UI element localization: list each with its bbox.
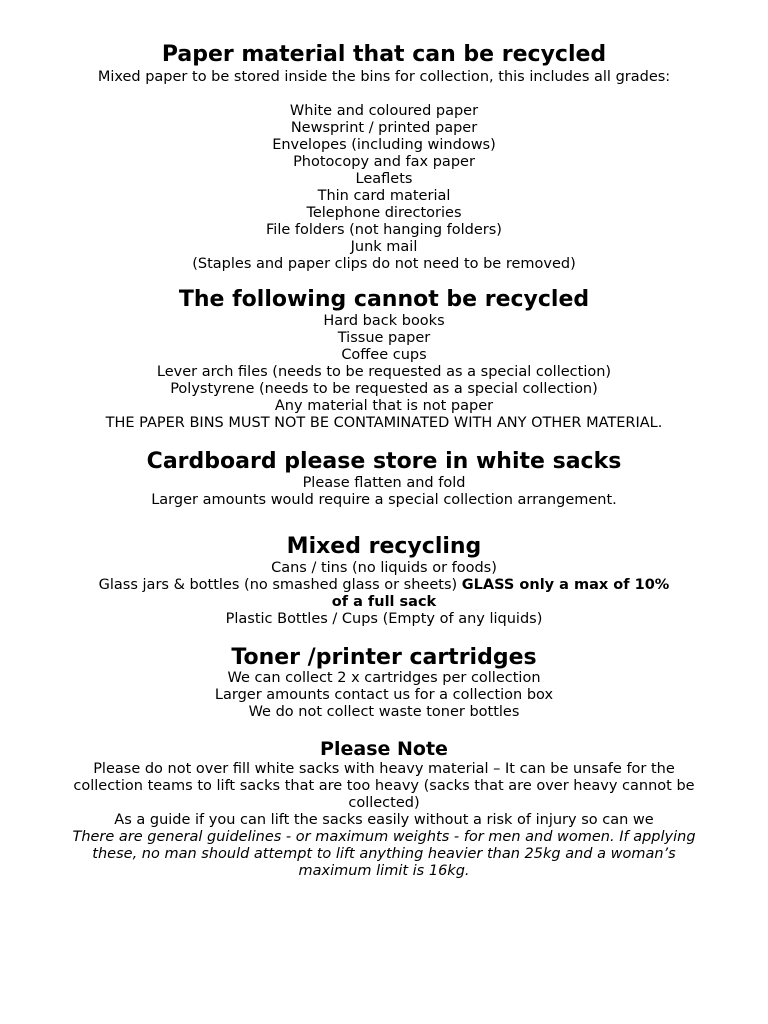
- warning-text: THE PAPER BINS MUST NOT BE CONTAMINATED WITH ANY OTHER MATERIAL.: [105, 415, 663, 431]
- list-item: Newsprint / printed paper: [290, 120, 478, 136]
- heading-please-note: Please Note: [320, 738, 448, 760]
- list-item: Leaflets: [355, 171, 413, 187]
- list-item: Tissue paper: [337, 330, 431, 346]
- list-item: Photocopy and fax paper: [293, 154, 475, 170]
- list-item: Junk mail: [350, 239, 418, 255]
- list-item: (Staples and paper clips do not need to be removed): [192, 256, 576, 272]
- list-item: Plastic Bottles / Cups (Empty of any liquids): [225, 611, 543, 627]
- glass-limit-continued: of a full sack: [331, 594, 437, 610]
- glass-text: Glass jars & bottles (no smashed glass or sheets): [98, 577, 462, 593]
- list-item: Larger amounts would require a special collection arrangement.: [151, 492, 617, 508]
- list-item: Hard back books: [323, 313, 445, 329]
- list-item: Cans / tins (no liquids or foods): [271, 560, 497, 576]
- list-item: Thin card material: [317, 188, 451, 204]
- list-item: Coffee cups: [341, 347, 427, 363]
- list-item: Telephone directories: [306, 205, 462, 221]
- heading-not-recyclable: The following cannot be recycled: [178, 287, 590, 312]
- list-item: Polystyrene (needs to be requested as a special collection): [170, 381, 598, 397]
- heading-recyclable-paper: Paper material that can be recycled: [161, 42, 607, 67]
- heading-cardboard: Cardboard please store in white sacks: [146, 449, 622, 474]
- list-item-glass: [40, 577, 728, 594]
- list-item: Any material that is not paper: [274, 398, 494, 414]
- note-line: collection teams to lift sacks that are too heavy (sacks that are over heavy cannot be: [73, 778, 695, 794]
- note-line: As a guide if you can lift the sacks easily without a risk of injury so can we: [114, 812, 654, 828]
- list-item: Please flatten and fold: [302, 475, 466, 491]
- heading-mixed-recycling: Mixed recycling: [286, 534, 482, 559]
- note-line: collected): [348, 795, 420, 811]
- list-item: We can collect 2 x cartridges per collection: [227, 670, 541, 686]
- note-italic-line: these, no man should attempt to lift anything heavier than 25kg and a woman’s: [92, 846, 676, 862]
- note-line: Please do not over fill white sacks with heavy material – It can be unsafe for the: [93, 761, 675, 777]
- heading-toner: Toner /printer cartridges: [231, 645, 537, 670]
- list-item: We do not collect waste toner bottles: [248, 704, 520, 720]
- list-item: Envelopes (including windows): [272, 137, 496, 153]
- list-item: File folders (not hanging folders): [266, 222, 502, 238]
- intro-text: Mixed paper to be stored inside the bins for collection, this includes all grades:: [97, 69, 671, 85]
- list-item: Larger amounts contact us for a collection box: [214, 687, 554, 703]
- list-item: White and coloured paper: [289, 103, 479, 119]
- glass-limit-text: GLASS only a max of 10%: [461, 577, 670, 593]
- list-item: Lever arch files (needs to be requested as a special collection): [156, 364, 612, 380]
- note-italic-line: maximum limit is 16kg.: [298, 863, 470, 879]
- note-italic-line: There are general guidelines - or maximum weights - for men and women. If applying: [72, 829, 696, 845]
